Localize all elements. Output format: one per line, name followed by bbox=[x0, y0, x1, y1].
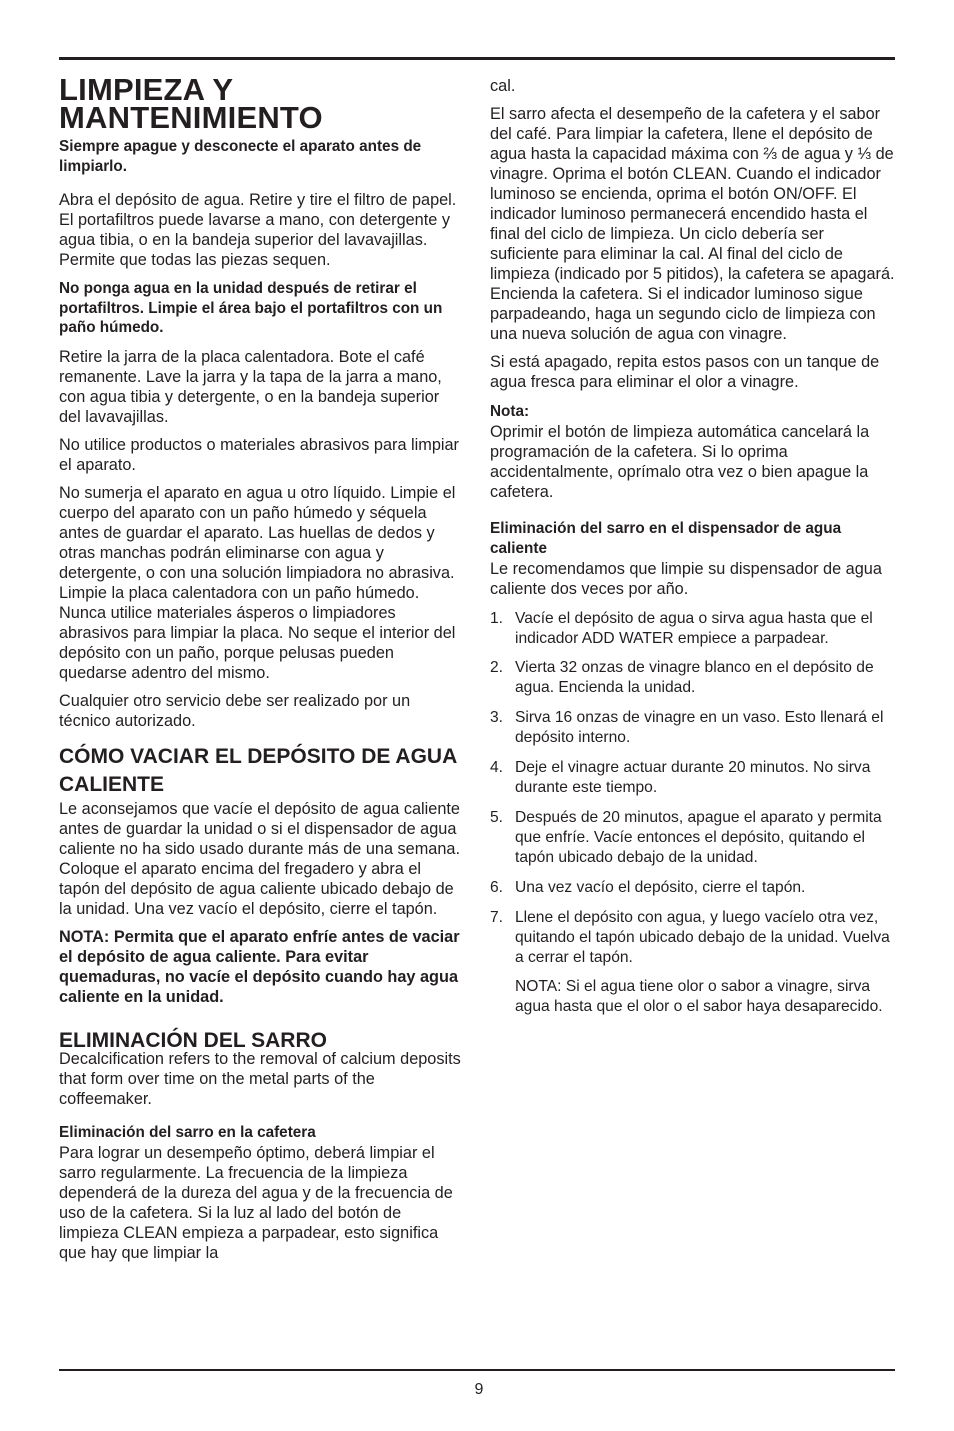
paragraph-abrasivos: No utilice productos o materiales abrasivos para limpiar el aparato. bbox=[59, 435, 459, 474]
nota-label: Nota: bbox=[490, 403, 530, 420]
warning-portafiltros: No ponga agua en la unidad después de retirar el portafiltros. Limpie el área bajo el portafiltros con un paño húmedo. bbox=[59, 280, 443, 336]
paragraph-vaciar: Le aconsejamos que vacíe el depósito de agua caliente antes de guardar la unidad o si el dispensador de agua caliente no ha sido usado durante más de una semana. Coloque el aparato encima del fregadero y abra el tapón del depósito de agua caliente ubicado debajo de la unidad. Una vez vacío el depósito, cierre el tapón. bbox=[59, 799, 460, 918]
steps-list bbox=[490, 609, 895, 968]
heading-vaciar: CÓMO VACIAR EL DEPÓSITO DE AGUA CALIENTE bbox=[59, 744, 457, 796]
page-title: LIMPIEZA Y MANTENIMIENTO bbox=[59, 72, 323, 135]
list-item: 4. Deje el vinagre actuar durante 20 minutos. No sirva durante este tiempo. bbox=[490, 759, 871, 796]
paragraph-jarra: Retire la jarra de la placa calentadora. Bote el café remanente. Lave la jarra y la tapa de la jarra a mano, con agua tibia y detergente, o en la bandeja superior del lavavajillas. bbox=[59, 347, 442, 426]
nota-text: Oprimir el botón de limpieza automática cancelará la programación de la cafetera. Si lo oprima accidentalmente, oprímalo otra vez o bien apague la cafetera. bbox=[490, 423, 870, 501]
paragraph-sarro-afecta: El sarro afecta el desempeño de la cafetera y el sabor del café. Para limpiar la cafetera, llene el depósito de agua hasta la capacidad máxima con ⅔ de agua y ⅓ de vinagre. Oprima el botón CLEAN. Cuando el indicador luminoso se encienda, oprima el botón ON/OFF. El indicador luminoso permanecerá encendido hasta el final del ciclo de limpieza. Un ciclo debería ser suficiente para eliminar la cal. Al final del ciclo de limpieza (indicado por 5 pitidos), la cafetera se apagará. Encienda la cafetera. Si el indicador luminoso sigue parpadeando, haga un segundo ciclo de limpieza con una nueva solución de agua con vinagre. bbox=[490, 105, 895, 343]
paragraph-cal: cal. bbox=[490, 77, 516, 95]
list-item: 1. Vacíe el depósito de agua o sirva agua hasta que el indicador ADD WATER empiece a parpadear. bbox=[490, 610, 873, 647]
subheading-dispensador: Eliminación del sarro en el dispensador de agua caliente bbox=[490, 520, 842, 557]
list-item: 7. Llene el depósito con agua, y luego vacíelo otra vez, quitando el tapón ubicado debajo de la unidad. Vuelva a cerrar el tapón. bbox=[490, 909, 890, 966]
final-note: NOTA: Si el agua tiene olor o sabor a vinagre, sirva agua hasta que el olor o el sabor haya desaparecido. bbox=[515, 978, 883, 1015]
paragraph-sumerja: No sumerja el aparato en agua u otro líquido. Limpie el cuerpo del aparato con un paño húmedo y séquela antes de guardar el aparato. Las huellas de dedos y otras manchas podrán eliminarse con agua y detergente, o con una solución limpiadora no abrasiva. Limpie la placa calentadora con un paño húmedo. Nunca utilice materiales ásperos o limpiadores abrasivos para limpiar la placa. No seque el interior del depósito con un paño, porque pelusas pueden quedarse adentro del mismo. bbox=[59, 483, 456, 682]
warning-vaciar: NOTA: Permita que el aparato enfríe antes de vaciar el depósito de agua caliente. Para evitar quemaduras, no vacíe el depósito cuando hay agua caliente en la unidad. bbox=[59, 927, 460, 1006]
list-item: 5. Después de 20 minutos, apague el aparato y permita que enfríe. Vacíe entonces el depósito, quitando el tapón ubicado debajo de la unidad. bbox=[490, 809, 882, 866]
page-number: 9 bbox=[474, 1381, 484, 1398]
paragraph-cafetera: Para lograr un desempeño óptimo, deberá limpiar el sarro regularmente. La frecuencia de la limpieza dependerá de la dureza del agua y de la frecuencia de uso de la cafetera. Si la luz al lado del botón de limpieza CLEAN empieza a parpadear, esto significa que hay que limpiar la bbox=[59, 1143, 453, 1262]
left-column bbox=[59, 72, 464, 1263]
top-rule bbox=[59, 57, 895, 60]
heading-sarro: ELIMINACIÓN DEL SARRO bbox=[59, 1028, 327, 1052]
list-item: 3. Sirva 16 onzas de vinagre en un vaso. Esto llenará el depósito interno. bbox=[490, 709, 884, 746]
intro-warning: Siempre apague y desconecte el aparato antes de limpiarlo. bbox=[59, 138, 422, 175]
paragraph-filter: Abra el depósito de agua. Retire y tire el filtro de papel. El portafiltros puede lavarse a mano, con detergente y agua tibia, o en la bandeja superior del lavavajillas. Permite que todas las piezas sequen. bbox=[59, 191, 457, 269]
right-column bbox=[490, 76, 895, 1017]
paragraph-decalcification: Decalcification refers to the removal of calcium deposits that form over time on the metal parts of the coffeemaker. bbox=[59, 1049, 461, 1108]
paragraph-repita: Si está apagado, repita estos pasos con un tanque de agua fresca para eliminar el olor a vinagre. bbox=[490, 353, 880, 391]
list-item: 2. Vierta 32 onzas de vinagre blanco en el depósito de agua. Encienda la unidad. bbox=[490, 659, 874, 696]
list-item: 6. Una vez vacío el depósito, cierre el tapón. bbox=[490, 879, 806, 896]
paragraph-dispensador: Le recomendamos que limpie su dispensador de agua caliente dos veces por año. bbox=[490, 560, 882, 598]
subheading-cafetera: Eliminación del sarro en la cafetera bbox=[59, 1123, 316, 1141]
paragraph-servicio: Cualquier otro servicio debe ser realizado por un técnico autorizado. bbox=[59, 691, 411, 730]
bottom-rule bbox=[59, 1369, 895, 1371]
